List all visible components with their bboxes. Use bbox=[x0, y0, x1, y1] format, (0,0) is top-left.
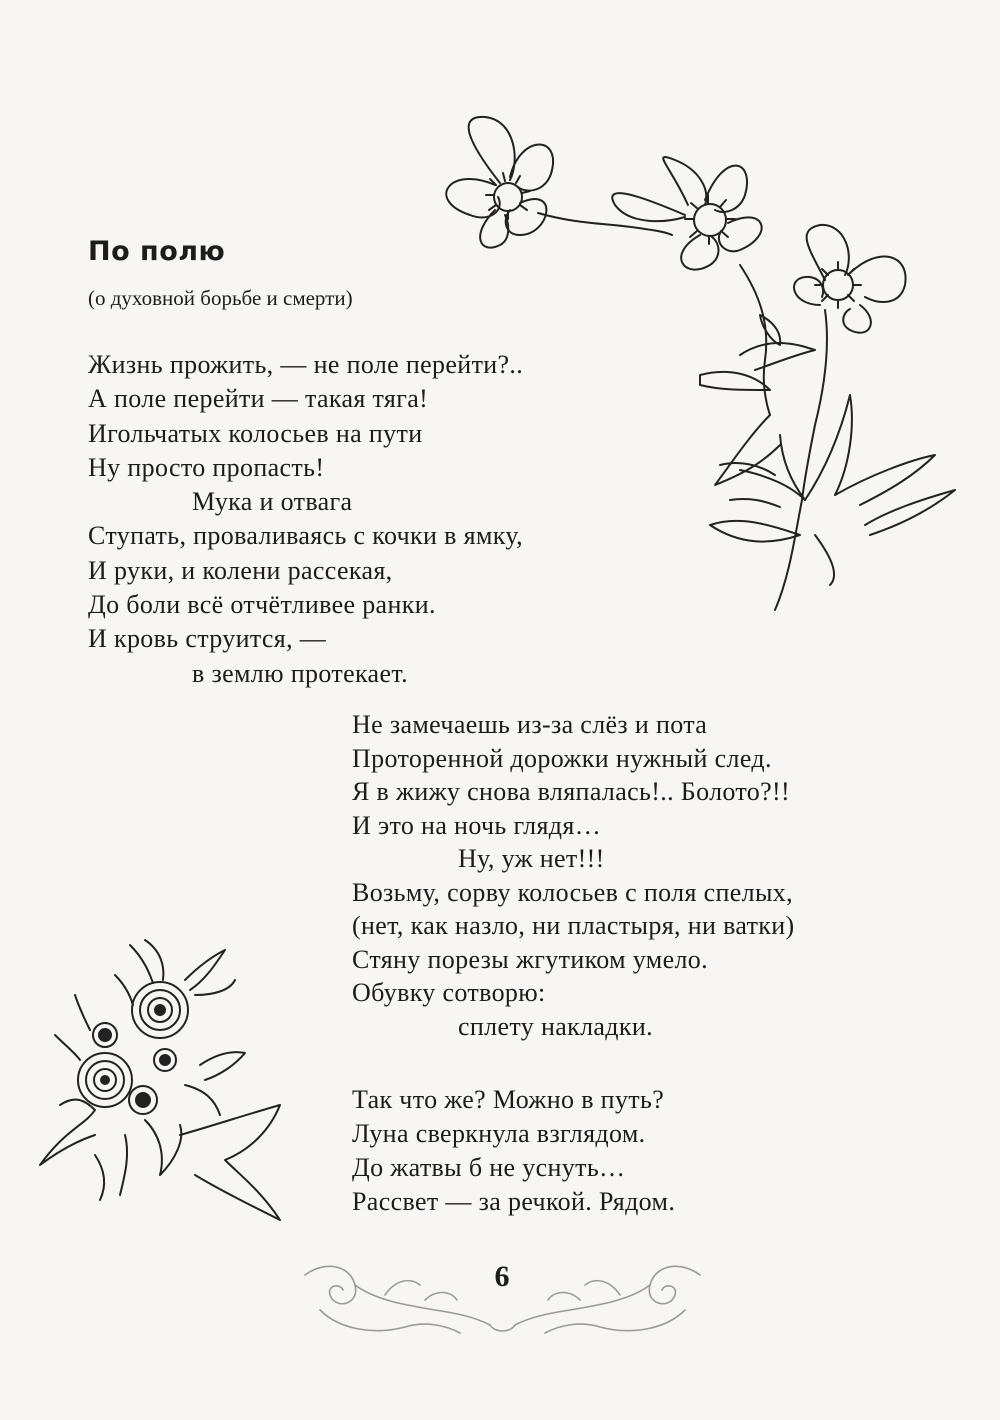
poem-line: Я в жижу снова вляпалась!.. Болото?!! bbox=[352, 777, 791, 806]
poem-line: Мука и отвага bbox=[192, 487, 353, 517]
poem-line: Так что же? Можно в путь? bbox=[352, 1085, 665, 1114]
poem-line: Протоpенной дорожки нужный след. bbox=[352, 743, 772, 773]
poem-line: Игольчатых колосьев на пути bbox=[88, 418, 423, 448]
poem-line: И кровь струится, — bbox=[88, 624, 327, 654]
poem-line: Не замечаешь из-за слёз и пота bbox=[352, 710, 708, 739]
flower-1 bbox=[446, 117, 672, 248]
poem-line: И руки, и колени рассекая, bbox=[88, 555, 393, 585]
swirl-flowers-illustration bbox=[35, 935, 300, 1230]
stanza-1 bbox=[88, 348, 523, 691]
poem-line: сплету накладки. bbox=[458, 1011, 653, 1041]
flower-3 bbox=[794, 225, 906, 500]
poem-line: Ну, уж нет!!! bbox=[458, 844, 605, 873]
poem-line: Стяну порезы жгутиком умело. bbox=[352, 944, 709, 974]
poem-line: Ну просто пропасть! bbox=[88, 452, 325, 482]
poem-line: Жизнь прожить, — не поле перейти?.. bbox=[88, 350, 524, 379]
stanza-2 bbox=[352, 708, 795, 1043]
poem-line: Рассвет — за речкой. Рядом. bbox=[352, 1187, 676, 1216]
leaves bbox=[700, 315, 955, 610]
poem-line: И это на ночь глядя… bbox=[352, 810, 602, 840]
poem-line: До жатвы б не уснуть… bbox=[352, 1153, 626, 1182]
poem-line: Луна сверкнула взглядом. bbox=[352, 1119, 646, 1148]
poem-line: в землю протекает. bbox=[192, 658, 408, 688]
poem-line: Ступать, проваливаясь с кочки в ямку, bbox=[88, 521, 523, 551]
poem-line: (нет, как назло, ни пластыря, ни ватки) bbox=[352, 911, 795, 940]
poem-line: А поле перейти — такая тяга! bbox=[88, 384, 429, 414]
poem-line: Возьму, сорву колосьев с поля спелых, bbox=[352, 877, 793, 907]
poem-line: До боли всё отчётливее ранки. bbox=[88, 590, 436, 620]
poem-subtitle: (о духовной борьбе и смерти) bbox=[88, 286, 353, 310]
poem-line: Обувку сотворю: bbox=[352, 978, 546, 1007]
poem-title: По полю bbox=[88, 236, 226, 267]
page-number: 6 bbox=[494, 1260, 510, 1293]
stanza-3 bbox=[352, 1083, 675, 1219]
